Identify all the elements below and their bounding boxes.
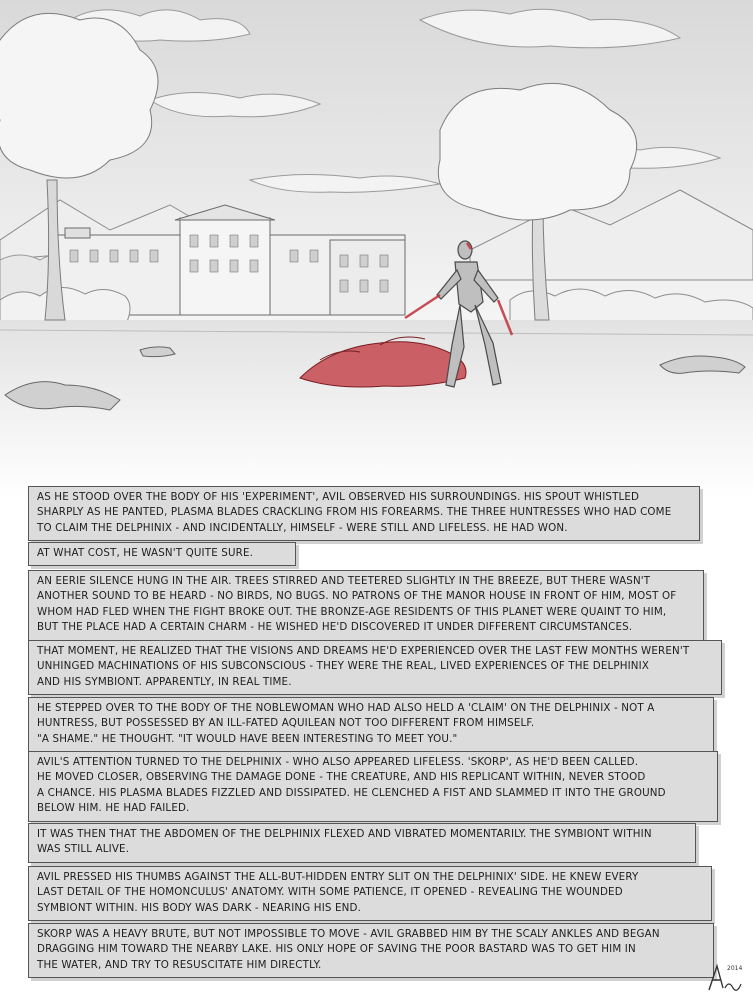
svg-text:2014: 2014: [727, 965, 743, 972]
caption-line: DRAGGING HIM TOWARD THE NEARBY LAKE. HIS ONLY HOPE OF SAVING THE POOR BASTARD WAS TO GET HIM IN: [37, 943, 636, 956]
caption-box-2: [28, 542, 296, 566]
caption-line: HE MOVED CLOSER, OBSERVING THE DAMAGE DONE - THE CREATURE, AND HIS REPLICANT WITHIN, NEVER STOOD: [37, 771, 646, 784]
caption-box-7: [28, 823, 696, 863]
caption-line: AS HE STOOD OVER THE BODY OF HIS 'EXPERIMENT', AVIL OBSERVED HIS SURROUNDINGS. HIS SPOUT WHISTLED: [37, 491, 640, 503]
caption-line: IT WAS THEN THAT THE ABDOMEN OF THE DELPHINIX FLEXED AND VIBRATED MOMENTARILY. THE SYMBIONT WITHIN: [37, 828, 652, 840]
caption-line: AVIL'S ATTENTION TURNED TO THE DELPHINIX - WHO ALSO APPEARED LIFELESS. 'SKORP', AS HE'D BEEN CALLED.: [37, 756, 639, 768]
caption-line: SHARPLY AS HE PANTED, PLASMA BLADES CRACKLING FROM HIS FOREARMS. THE THREE HUNTRESSES WHO HAD COME: [37, 506, 672, 519]
caption-line: WHOM HAD FLED WHEN THE FIGHT BROKE OUT. THE BRONZE-AGE RESIDENTS OF THIS PLANET WERE QUAINT TO HIM,: [37, 605, 667, 618]
caption-line: SYMBIONT WITHIN. HIS BODY WAS DARK - NEARING HIS END.: [37, 901, 362, 914]
caption-line: AND HIS SYMBIONT. APPARENTLY, IN REAL TIME.: [37, 675, 292, 688]
caption-box-3: [28, 570, 704, 641]
caption-line: BUT THE PLACE HAD A CERTAIN CHARM - HE WISHED HE'D DISCOVERED IT UNDER DIFFERENT CIRCUMSTANCES.: [37, 621, 633, 634]
caption-box-6: [28, 751, 718, 822]
caption-line: WAS STILL ALIVE.: [37, 843, 130, 856]
caption-line: THE WATER, AND TRY TO RESUSCITATE HIM DIRECTLY.: [37, 958, 322, 971]
caption-line: AT WHAT COST, HE WASN'T QUITE SURE.: [37, 547, 254, 559]
caption-line: HE STEPPED OVER TO THE BODY OF THE NOBLEWOMAN WHO HAD ALSO HELD A 'CLAIM' ON THE DELPHINIX - NOT A: [37, 702, 655, 714]
caption-line: UNHINGED MACHINATIONS OF HIS SUBCONSCIOUS - THEY WERE THE REAL, LIVED EXPERIENCES OF THE DELPHINIX: [37, 660, 650, 673]
caption-line: AN EERIE SILENCE HUNG IN THE AIR. TREES STIRRED AND TEETERED SLIGHTLY IN THE BREEZE, BUT THERE WASN'T: [37, 575, 651, 587]
artist-signature-icon: [705, 958, 745, 996]
caption-box-4: [28, 640, 722, 695]
caption-line: HUNTRESS, BUT POSSESSED BY AN ILL-FATED AQUILEAN NOT TOO DIFFERENT FROM HIMSELF.: [37, 717, 535, 730]
caption-box-9: [28, 923, 714, 978]
caption-line: THAT MOMENT, HE REALIZED THAT THE VISIONS AND DREAMS HE'D EXPERIENCED OVER THE LAST FEW MONTHS WEREN'T: [37, 645, 690, 657]
caption-line: SKORP WAS A HEAVY BRUTE, BUT NOT IMPOSSIBLE TO MOVE - AVIL GRABBED HIM BY THE SCALY ANKLES AND BEGAN: [37, 928, 660, 940]
caption-box-8: [28, 866, 712, 921]
caption-line: BELOW HIM. HE HAD FAILED.: [37, 802, 190, 815]
caption-line: TO CLAIM THE DELPHINIX - AND INCIDENTALLY, HIMSELF - WERE STILL AND LIFELESS. HE HAD WON.: [37, 521, 568, 534]
caption-line: A CHANCE. HIS PLASMA BLADES FIZZLED AND DISSIPATED. HE CLENCHED A FIST AND SLAMMED IT INTO THE GROUND: [37, 786, 666, 799]
caption-line: ANOTHER SOUND TO BE HEARD - NO BIRDS, NO BUGS. NO PATRONS OF THE MANOR HOUSE IN FRONT OF HIM, MOST OF: [37, 590, 677, 603]
caption-line: "A SHAME." HE THOUGHT. "IT WOULD HAVE BEEN INTERESTING TO MEET YOU.": [37, 732, 458, 745]
caption-line: AVIL PRESSED HIS THUMBS AGAINST THE ALL-BUT-HIDDEN ENTRY SLIT ON THE DELPHINIX' SIDE. HE KNEW EVERY: [37, 871, 639, 883]
caption-box-1: [28, 486, 700, 541]
caption-line: LAST DETAIL OF THE HOMONCULUS' ANATOMY. WITH SOME PATIENCE, IT OPENED - REVEALING THE WOUNDED: [37, 886, 623, 899]
caption-box-5: [28, 697, 714, 752]
